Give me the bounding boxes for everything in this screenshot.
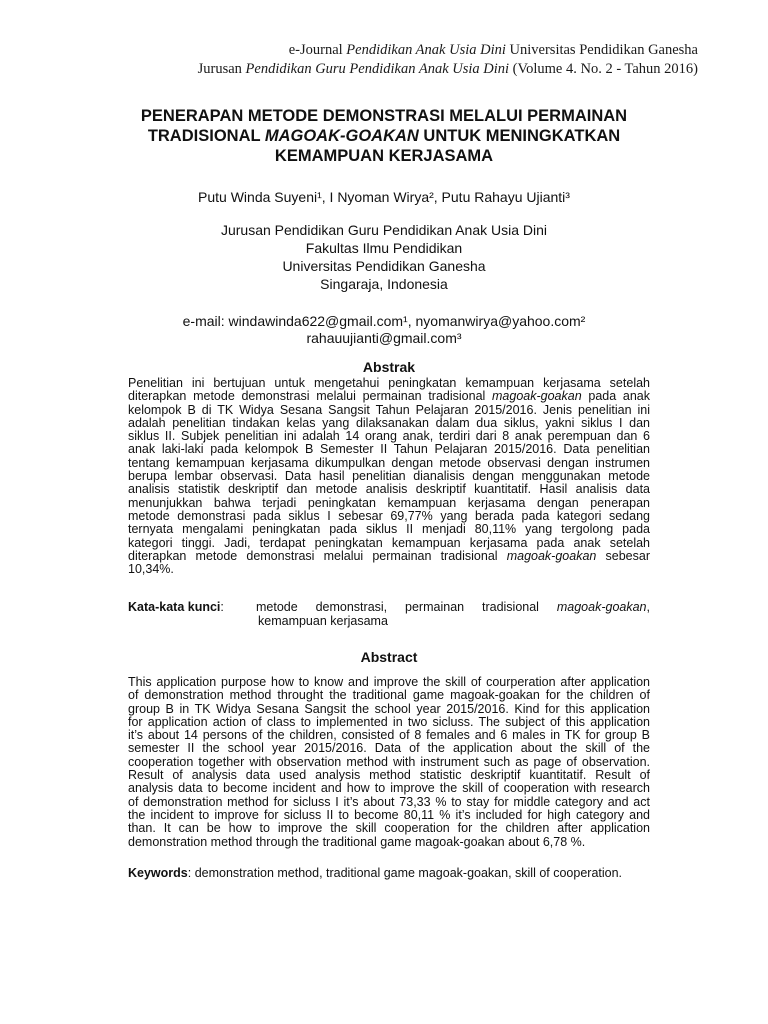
abstract-heading: Abstract: [360, 649, 418, 665]
text-span: metode demonstrasi, permainan tradisional: [256, 600, 557, 614]
abstrak-line: ternyata mengalami peningkatan pada siklus II menjadi 80,11% yang tergolong pada: [128, 522, 650, 537]
italic-term: magoak-goakan: [556, 600, 647, 614]
text-span: diterapkan metode demonstrasi melalui permainan tradisional: [128, 389, 493, 404]
affiliation-university: Universitas Pendidikan Ganesha: [282, 258, 486, 274]
abstrak-line: siklus II. Subjek penelitian ini adalah 14 orang anak, terdiri dari 8 anak perempuan dan 6: [128, 429, 650, 444]
header-italic: Pendidikan Anak Usia Dini: [346, 42, 506, 58]
abstrak-line: kelompok B di TK Widya Sesana Sangsit Tahun Pelajaran 2015/2016. Jenis penelitian ini: [128, 402, 650, 417]
title-line: [100, 126, 668, 146]
email-block: [120, 313, 648, 347]
header-text: Universitas Pendidikan Ganesha: [505, 42, 698, 58]
title-line: PENERAPAN METODE DEMONSTRASI MELALUI PERMAINAN: [140, 107, 628, 125]
text-span: pada anak: [581, 389, 650, 404]
abstract-line: demonstration method through the traditional game magoak-goakan about 6,78 %.: [128, 834, 586, 849]
abstract-line: Result of analysis data used analysis method statistic deskriptif kuantitatif. Result of: [128, 768, 650, 783]
abstrak-body: [128, 377, 650, 576]
abstract-line: of demonstration method throught the traditional game magoak-goakan for the children of: [128, 688, 650, 703]
header-italic: Pendidikan Guru Pendidikan Anak Usia Dini: [245, 61, 510, 77]
title-text: UNTUK MENINGKATKAN: [418, 127, 621, 145]
header-text: (Volume 4. No. 2 - Tahun 2016): [509, 61, 698, 77]
journal-header-line2: [198, 61, 698, 78]
kata-kunci-terms-line2: kemampuan kerjasama: [258, 614, 388, 628]
abstrak-line: [128, 390, 650, 403]
keywords-block: [128, 866, 622, 880]
abstract-line: This application purpose how to know and improve the skill of courperation after application: [128, 675, 650, 689]
abstract-line: cooperation together with observation method with instrument such as page of observation.: [128, 754, 650, 769]
abstrak-heading: Abstrak: [362, 359, 416, 375]
abstract-line: group B in TK Widya Sesana Sangsit the school year 2015/2016. Kind for this application: [128, 701, 650, 716]
title-text: TRADISIONAL: [147, 127, 265, 145]
abstrak-line: anak laki-laki pada kelompok B Semester II Tahun Pelajaran 2015/2016. Data penelitian: [128, 442, 650, 457]
email-line: e-mail: windawinda622@gmail.com¹, nyomanwirya@yahoo.com²: [182, 313, 586, 329]
abstrak-line: Penelitian ini bertujuan untuk mengetahui peningkatan kemampuan kerjasama setelah: [128, 376, 650, 390]
abstract-line: semester II the school year 2015/2016. Data of the application about the skill of the: [128, 741, 650, 756]
title-line: KEMAMPUAN KERJASAMA: [274, 147, 494, 165]
abstract-line: than. It can be how to improve the skill cooperation for the children after application: [128, 821, 650, 836]
abstrak-line: kategori tinggi. Jadi, terdapat peningkatan kemampuan kerjasama pada anak setelah: [128, 535, 650, 550]
abstract-line: analysis data to become incident and how to improve the skill of cooperation with research: [128, 781, 650, 796]
keywords-text: : demonstration method, traditional game magoak-goakan, skill of cooperation.: [187, 866, 623, 880]
header-text: e-Journal: [288, 42, 347, 58]
kata-kunci-block: [128, 600, 650, 628]
text-span: ,: [646, 600, 650, 614]
abstract-line: the incident to improve for sicluss II to become 80,11 % it’s included for high category and: [128, 807, 650, 822]
text-span: diterapkan metode demonstrasi melalui permainan tradisional: [128, 548, 507, 563]
affiliation-faculty: Fakultas Ilmu Pendidikan: [305, 240, 463, 256]
abstract-line: of demonstration method for sicluss I it’s about 73,33 % to stay for middle category and act: [128, 794, 650, 809]
authors: Putu Winda Suyeni¹, I Nyoman Wirya², Putu Rahayu Ujianti³: [198, 189, 570, 205]
abstrak-line: 10,34%.: [128, 562, 174, 577]
abstrak-line: [128, 550, 650, 563]
journal-header-line1: [289, 42, 698, 59]
title-italic: MAGOAK-GOAKAN: [264, 127, 419, 145]
abstract-line: it’s about 14 persons of the children, consisted of 8 females and 6 males in TK for group B: [128, 728, 650, 743]
label-colon: :: [220, 600, 224, 614]
paper-title: [100, 106, 668, 166]
affiliation-city: Singaraja, Indonesia: [320, 276, 448, 292]
abstract-line: for application action of class to implemented in two sicluss. The subject of this application: [128, 714, 650, 729]
text-span: sebesar: [596, 548, 650, 563]
abstract-body: [128, 676, 650, 849]
abstrak-line: tentang kemampuan kerjasama dikumpulkan dengan metode observasi dengan instrumen: [128, 455, 650, 470]
affiliation-dept: Jurusan Pendidikan Guru Pendidikan Anak Usia Dini: [220, 222, 548, 238]
abstrak-line: analisis statistik deskriptif dan metode analisis deskriptif kuantitatif. Hasil analisis data: [128, 482, 650, 497]
header-text: Jurusan: [197, 61, 246, 77]
affiliation: [120, 221, 648, 293]
abstrak-line: berupa lembar observasi. Data hasil penelitian dianalisis dengan menggunakan metode: [128, 469, 650, 484]
abstrak-line: metode demonstrasi pada siklus I sebesar 69,77% yang berada pada kategori sedang: [128, 508, 650, 523]
abstrak-line: menunjukkan bahwa terjadi peningkatan kemampuan kerjasama dengan penerapan: [128, 495, 650, 510]
kata-kunci-label: [128, 600, 238, 614]
label-text: Kata-kata kunci: [128, 600, 221, 614]
email-line: rahauujianti@gmail.com³: [306, 330, 462, 346]
kata-kunci-terms: [256, 600, 650, 614]
italic-term: magoak-goakan: [492, 389, 582, 404]
italic-term: magoak-goakan: [506, 548, 597, 563]
keywords-label: Keywords: [128, 866, 188, 880]
abstrak-line: adalah penelitian tindakan kelas yang dilaksanakan dalam dua siklus, yakni siklus I dan: [128, 415, 650, 430]
